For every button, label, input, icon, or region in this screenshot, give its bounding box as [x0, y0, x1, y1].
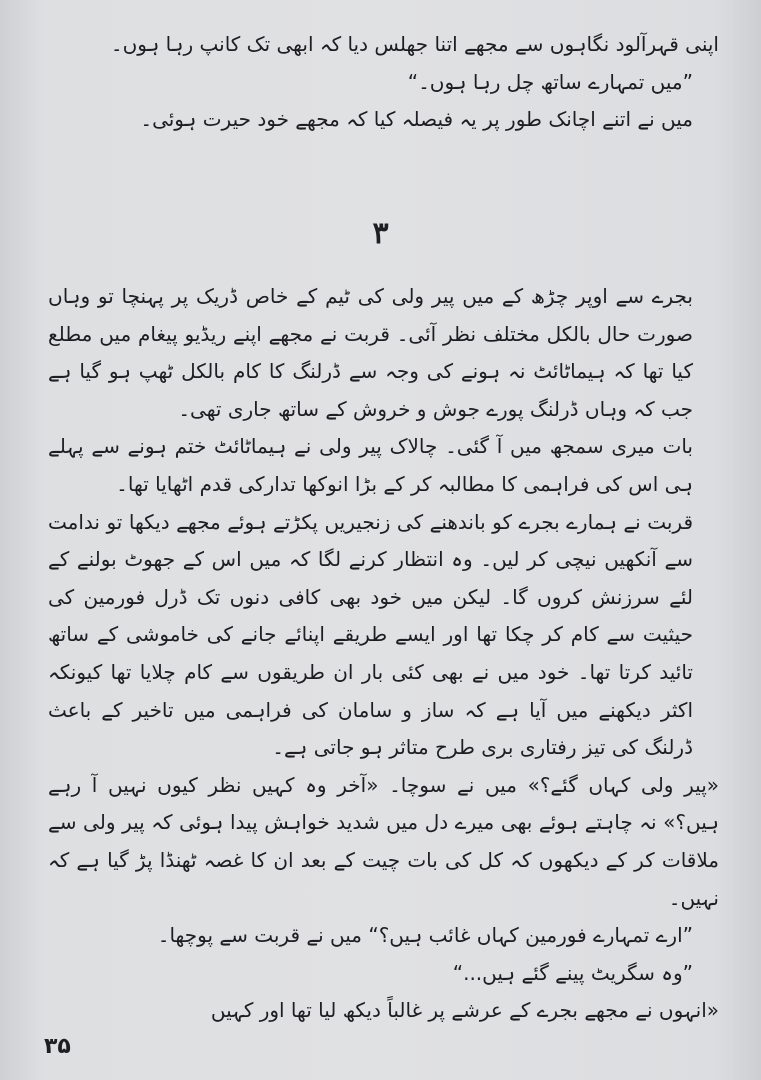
main-text-block [48, 278, 719, 1030]
paragraph: ”میں تمہارے ساتھ چل رہا ہوں۔“ [407, 69, 693, 94]
paragraph: بات میری سمجھ میں آ گئی۔ چالاک پیر ولی نے ہیماٹائٹ ختم ہونے سے پہلے ہی اس کی فراہمی کا مطالبہ کر کے بڑا انوکھا تدارکی قدم اٹھایا تھا۔ [48, 434, 693, 496]
chapter-number: ۳ [372, 216, 389, 251]
top-text-block [48, 26, 719, 139]
paragraph: اپنی قہرآلود نگاہوں سے مجھے اتنا جھلس دیا کہ ابھی تک کانپ رہا ہوں۔ [110, 32, 719, 56]
paragraph: میں نے اتنے اچانک طور پر یہ فیصلہ کیا کہ مجھے خود حیرت ہوئی۔ [140, 107, 693, 132]
paragraph: ”وہ سگریٹ پینے گئے ہیں...“ [452, 960, 693, 985]
paragraph: ”ارے تمہارے فورمین کہاں غائب ہیں؟“ میں نے قربت سے پوچھا۔ [157, 923, 693, 948]
page-number: ۳۵ [44, 1034, 71, 1059]
paragraph: قربت نے ہمارے بجرے کو باندھنے کی زنجیریں پکڑتے ہوئے مجھے دیکھا تو ندامت سے آنکھیں نیچی کر لیں۔ وہ انتظار کرنے لگا کہ میں اس کے جھوٹ بولنے کے لئے سرزنش کروں گا۔ لیکن میں خود بھی کافی دنوں تک ڈرل فورمین کی حیثیت سے کام کر چکا تھا اور ایسے طریقے اپنائے جانے کی خاموشی کے ساتھ تائید کرتا تھا۔ خود میں نے بھی کئی بار ان طریقوں سے کام چلایا تھا کیونکہ اکثر دیکھنے میں آیا ہے کہ ساز و سامان کی فراہمی میں تاخیر کے باعث ڈرلنگ کی تیز رفتاری بری طرح متاثر ہو جاتی ہے۔ [48, 509, 693, 760]
paragraph: «انہوں نے مجھے بجرے کے عرشے پر غالباً دیکھ لیا تھا اور کہیں [210, 998, 719, 1023]
paragraph: بجرے سے اوپر چڑھ کے میں پیر ولی کی ٹیم کے خاص ڈریک پر پہنچا تو وہاں صورت حال بالکل مختلف نظر آئی۔ قربت نے مجھے اپنے ریڈیو پیغام میں مطلع کیا تھا کہ ہیماٹائٹ نہ ہونے کی وجہ سے ڈرلنگ کا کام بالکل ٹھپ ہو گیا ہے جب کہ وہاں ڈرلنگ پورے جوش و خروش کے ساتھ جاری تھی۔ [48, 284, 693, 421]
paragraph: «پیر ولی کہاں گئے؟» میں نے سوچا۔ «آخر وہ کہیں نظر کیوں نہیں آ رہے ہیں؟» نہ چاہتے ہوئے بھی میرے دل میں شدید خواہش پیدا ہوئی کہ پیر ولی سے ملاقات کر کے دیکھوں کہ کل کی بات چیت کے بعد ان کا غصہ ٹھنڈا پڑ گیا ہے کہ نہیں۔ [48, 772, 719, 910]
